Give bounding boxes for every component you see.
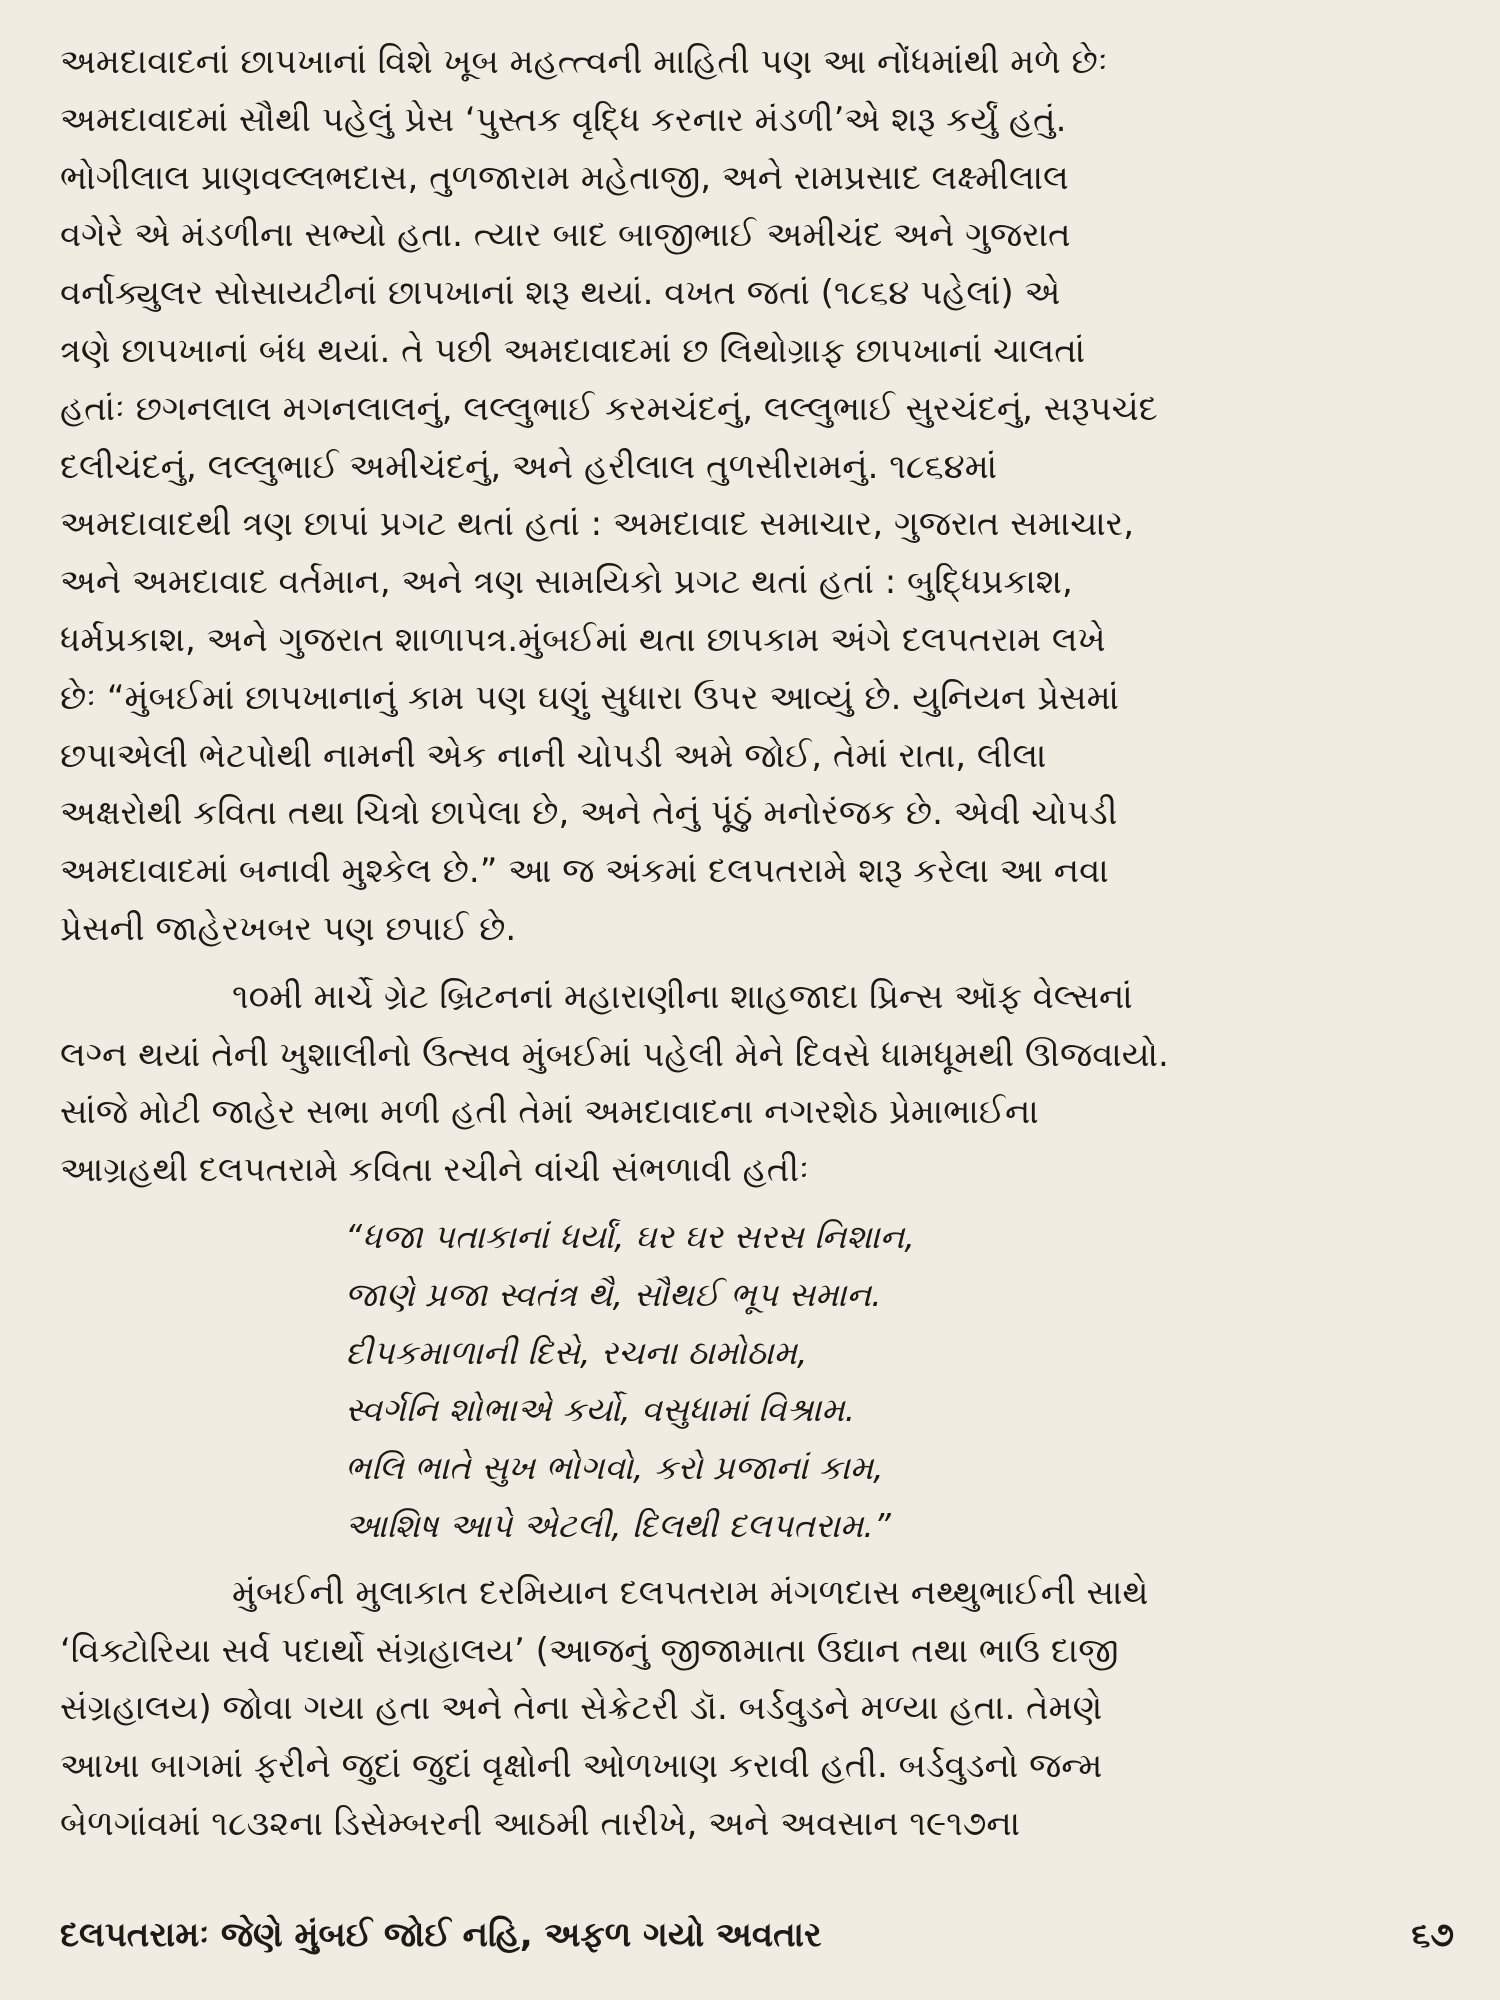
text-line: છપાએલી ભેટપોથી નામની એક નાની ચોપડી અમે જોઈ, તેમાં રાતા, લીલા (60, 735, 1047, 776)
text-line: વર્નાક્યુલર સોસાયટીનાં છાપખાનાં શરૂ થયાં. વખત જતાં (૧૮૬૪ પહેલાં) એ (60, 273, 1061, 314)
paragraph-museum-visit (60, 1565, 1454, 1854)
poem-line: આશિષ આપે એટલી, દિલથી દલપતરામ.” (345, 1505, 891, 1545)
text-line: બેળગાંવમાં ૧૮૩૨ના ડિસેમ્બરની આઠમી તારીખે, અને અવસાન ૧૯૧૭ના (60, 1803, 1021, 1844)
text-line: અને અમદાવાદ વર્તમાન, અને ત્રણ સામયિકો પ્રગટ થતાં હતાં : બુદ્ધિપ્રકાશ, (60, 562, 1073, 603)
text-line: અક્ષરોથી કવિતા તથા ચિત્રો છાપેલા છે, અને તેનું પૂંઠું મનોરંજક છે. એવી ચોપડી (60, 793, 1118, 834)
text-line: અમદાવાદનાં છાપખાનાં વિશે ખૂબ મહત્ત્વની માહિતી પણ આ નોંધમાંથી મળે છેઃ (60, 42, 1108, 82)
poem-line: ભલિ ભાતે સુખ ભોગવો, કરો પ્રજાનાં કામ, (345, 1448, 884, 1488)
page-number: ૬૭ (1411, 1915, 1454, 1955)
text-line: ભોગીલાલ પ્રાણવલ્લભદાસ, તુળજારામ મહેતાજી, અને રામપ્રસાદ લક્ષ્મીલાલ (60, 157, 1069, 198)
text-line: ત્રણે છાપખાનાં બંધ થયાં. તે પછી અમદાવાદમાં છ લિથોગ્રાફ છાપખાનાં ચાલતાં (60, 330, 1086, 371)
text-line: અમદાવાદથી ત્રણ છાપાં પ્રગટ થતાં હતાં : અમદાવાદ સમાચાર, ગુજરાત સમાચાર, (60, 504, 1135, 545)
text-line: સાંજે મોટી જાહેર સભા મળી હતી તેમાં અમદાવાદના નગરશેઠ પ્રેમાભાઈના (60, 1092, 1039, 1133)
text-line: હતાંઃ છગનલાલ મગનલાલનું, લલ્લુભાઈ કરમચંદનું, લલ્લુભાઈ સુરચંદનું, સરૂપચંદ (60, 388, 1158, 429)
paragraph-presses (60, 34, 1454, 959)
text-line: ધર્મપ્રકાશ, અને ગુજરાત શાળાપત્ર.મુંબઈમાં થતા છાપકામ અંગે દલપતરામ લખે (60, 619, 1106, 660)
text-line: પ્રેસની જાહેરખબર પણ છપાઈ છે. (60, 908, 517, 949)
text-line: આગ્રહથી દલપતરામે કવિતા રચીને વાંચી સંભળાવી હતીઃ (60, 1150, 809, 1191)
page-footer (60, 1915, 1454, 1955)
text-line: લગ્ન થયાં તેની ખુશાલીનો ઉત્સવ મુંબઈમાં પહેલી મેને દિવસે ધામધૂમથી ઊજવાયો. (60, 1034, 1169, 1075)
text-line: આખા બાગમાં ફરીને જુદાં જુદાં વૃક્ષોની ઓળખાણ કરાવી હતી. બર્ડવુડનો જન્મ (60, 1746, 1103, 1787)
paragraph-celebration (60, 969, 1454, 1200)
text-line: મુંબઈની મુલાકાત દરમિયાન દલપતરામ મંગળદાસ નથ્થુભાઈની સાથે (232, 1572, 1149, 1613)
running-title: દલપતરામઃ જેણે મુંબઈ જોઈ નહિ, અફળ ગયો અવતાર (60, 1915, 822, 1955)
text-line: ‘વિક્ટોરિયા સર્વ પદાર્થો સંગ્રહાલય’ (આજનું જીજામાતા ઉદ્યાન તથા ભાઉ દાજી (60, 1630, 1119, 1671)
text-line: ૧૦મી માર્ચે ગ્રેટ બ્રિટનનાં મહારાણીના શાહજાદા પ્રિન્સ ઑફ વેલ્સનાં (232, 976, 1133, 1017)
poem-line: જાણે પ્રજા સ્વતંત્ર થૈ, સૌથઈ ભૂપ સમાન. (345, 1274, 882, 1314)
text-line: અમદાવાદમાં સૌથી પહેલું પ્રેસ ‘પુસ્તક વૃદ્ધિ કરનાર મંડળી’એ શરૂ કર્યું હતું. (60, 99, 1067, 140)
poem-line: સ્વર્ગનિ શોભાએ કર્યો, વસુધામાં વિશ્રામ. (345, 1390, 856, 1430)
text-line: સંગ્રહાલય) જોવા ગયા હતા અને તેના સેક્રેટરી ડૉ. બર્ડવુડને મળ્યા હતા. તેમણે (60, 1688, 1103, 1729)
text-line: છેઃ “મુંબઈમાં છાપખાનાનું કામ પણ ઘણું સુધારા ઉપર આવ્યું છે. યુનિયન પ્રેસમાં (60, 677, 1120, 718)
poem-line: દીપકમાળાની દિસે, રચના ઠામોઠામ, (345, 1332, 808, 1372)
poem-line: “ધજા પતાકાનાં ધર્યાં, ઘર ઘર સરસ નિશાન, (345, 1216, 915, 1256)
text-line: વગેરે એ મંડળીના સભ્યો હતા. ત્યાર બાદ બાજીભાઈ અમીચંદ અને ગુજરાત (60, 215, 1071, 256)
text-line: દલીચંદનું, લલ્લુભાઈ અમીચંદનું, અને હરીલાલ તુળસીરામનું. ૧૮૬૪માં (60, 446, 998, 487)
poem-block (345, 1208, 1454, 1555)
text-line: અમદાવાદમાં બનાવી મુશ્કેલ છે.” આ જ અંકમાં દલપતરામે શરૂ કરેલા આ નવા (60, 851, 1109, 892)
